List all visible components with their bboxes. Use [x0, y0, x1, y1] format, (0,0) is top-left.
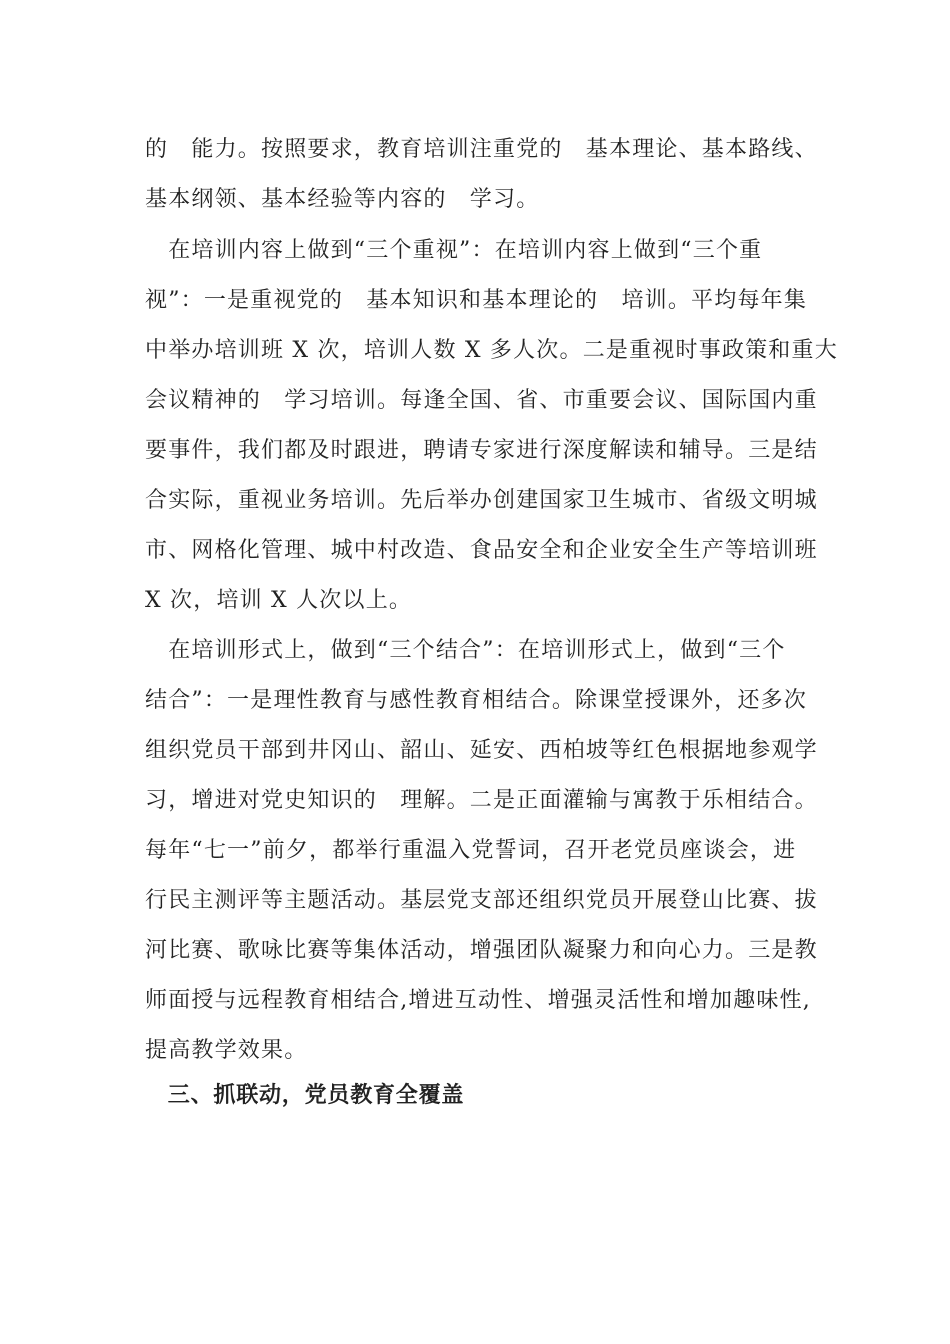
paragraph-3-line-8: 师面授与远程教育相结合,增进互动性、增强灵活性和增加趣味性, — [145, 988, 811, 1013]
paragraph-3-line-5: 每年“七一”前夕，都举行重温入党誓词，召开老党员座谈会，进 — [145, 838, 797, 863]
paragraph-1-line-1: 的 能力。按照要求，教育培训注重党的 基本理论、基本路线、 — [145, 137, 818, 162]
paragraph-3-line-3: 组织党员干部到井冈山、韶山、延安、西柏坡等红色根据地参观学 — [145, 738, 818, 763]
paragraph-3-line-1: 在培训形式上，做到“三个结合”：在培训形式上，做到“三个 — [145, 638, 786, 663]
section-heading: 三、抓联动，党员教育全覆盖 — [145, 1083, 465, 1108]
paragraph-3-line-4: 习，增进对党史知识的 理解。二是正面灌输与寓教于乐相结合。 — [145, 788, 818, 813]
paragraph-2-line-2: 视”：一是重视党的 基本知识和基本理论的 培训。平均每年集 — [145, 288, 808, 313]
paragraph-2-line-6: 合实际，重视业务培训。先后举办创建国家卫生城市、省级文明城 — [145, 488, 818, 513]
paragraph-2-line-7: 市、网格化管理、城中村改造、食品安全和企业安全生产等培训班 — [145, 538, 818, 563]
paragraph-3-line-7: 河比赛、歌咏比赛等集体活动，增强团队凝聚力和向心力。三是教 — [145, 938, 818, 963]
paragraph-2-line-3: 中举办培训班 X 次，培训人数 X 多人次。二是重视时事政策和重大 — [145, 338, 838, 363]
paragraph-2-line-8: X 次，培训 X 人次以上。 — [145, 588, 413, 613]
paragraph-3-line-6: 行民主测评等主题活动。基层党支部还组织党员开展登山比赛、拔 — [145, 888, 818, 913]
paragraph-2-line-1: 在培训内容上做到“三个重视”：在培训内容上做到“三个重 — [145, 238, 763, 263]
paragraph-2-line-4: 会议精神的 学习培训。每逢全国、省、市重要会议、国际国内重 — [145, 388, 818, 413]
paragraph-3-line-2: 结合”：一是理性教育与感性教育相结合。除课堂授课外，还多次 — [145, 688, 808, 713]
paragraph-3-line-9: 提高教学效果。 — [145, 1038, 308, 1063]
paragraph-1-line-2: 基本纲领、基本经验等内容的 学习。 — [145, 187, 540, 212]
paragraph-2-line-5: 要事件，我们都及时跟进，聘请专家进行深度解读和辅导。三是结 — [145, 438, 818, 463]
